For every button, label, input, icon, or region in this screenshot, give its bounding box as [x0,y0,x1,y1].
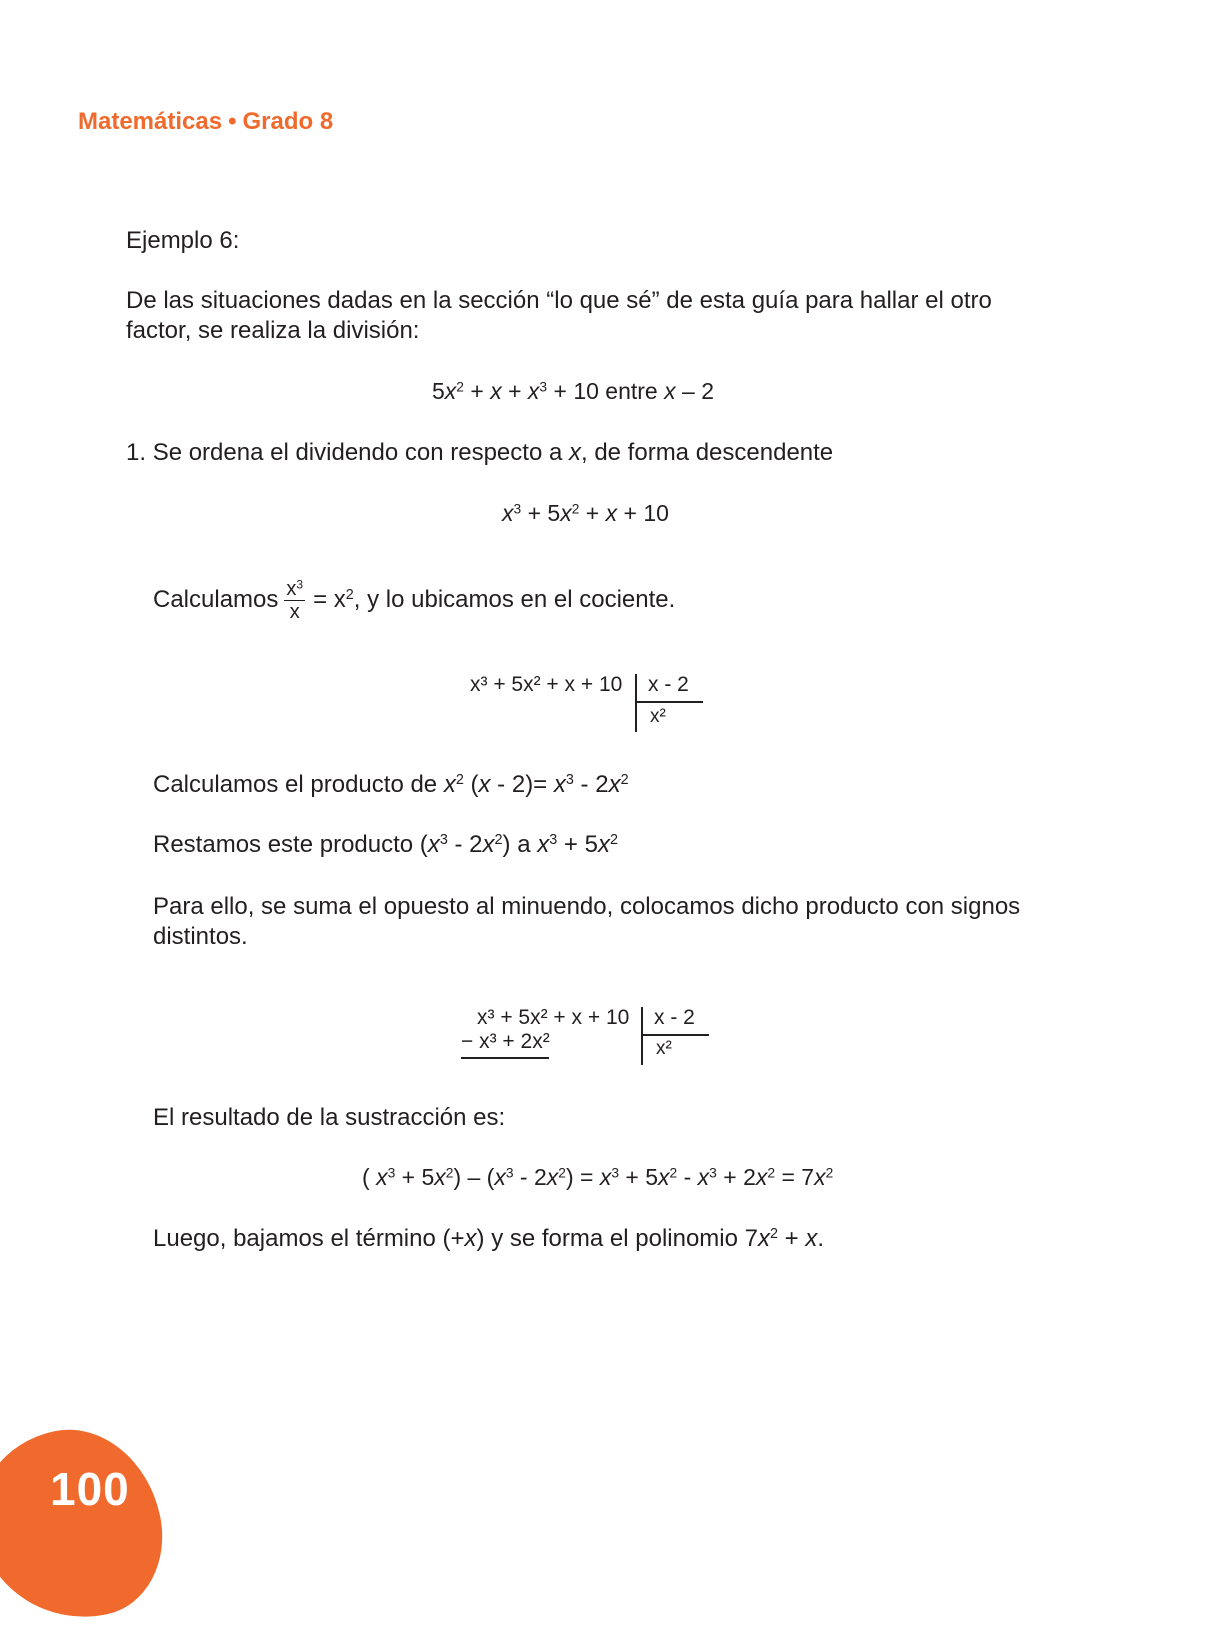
fraction [284,578,305,623]
division-2-bracket-horizontal [641,1034,709,1036]
example-title: Ejemplo 6: [126,227,240,254]
division-2-subtraction-line [461,1057,549,1059]
division-2-quotient: x² [656,1038,672,1059]
division-1-bracket-horizontal [635,701,703,703]
division-2-subtrahend: − x³ + 2x² [461,1030,550,1053]
division-statement: $5x^2 + x + x^3 + 10$ entre x – 2 [432,378,714,404]
intro-paragraph: De las situaciones dadas en la sección “lo que sé” de esta guía para hallar el otro factor, se realiza la división: [126,287,992,344]
division-word: entre [605,378,658,404]
step-1-number: 1. [126,439,147,466]
result-expression: ( $x^3 + 5x^2) - (x^3 - 2x^2) = x^3 + 5x^2 - x^3 + 2x^2 = 7x^2$ [362,1164,834,1190]
page-header [78,108,333,136]
calc-lead: Calculamos [153,585,279,613]
division-1-quotient: x² [650,706,666,727]
division-2-divisor: x - 2 [654,1006,695,1029]
final-lead: Luego, bajamos el término [153,1225,436,1252]
division-2-dividend: x³ + 5x² + x + 10 [477,1006,630,1029]
subject-label: Matemáticas [78,108,223,135]
calc-tail: , y lo ubicamos en el cociente. [353,585,676,613]
step-1-text-a: Se ordena el dividendo con respecto a [152,439,569,466]
quotient-calculation: Calculamos $\frac{x^3}{x}$ = $x^2$, y lo ubicamos en el cociente. [153,577,676,623]
step-1: 1. Se ordena el dividendo con respecto a x, de forma descendente [126,439,834,466]
fraction-denominator: x [289,601,300,623]
fraction-numerator: $x^3$ [286,577,304,600]
result-label: El resultado de la sustracción es: [153,1104,506,1131]
division-1-divisor: x - 2 [648,673,689,696]
separator-dot: • [228,108,237,135]
subtract-line: Restamos este producto $(x^3 - 2x^2)$ a $x^3 + 5x^2$ [153,831,618,858]
subtract-text: Restamos este producto [153,831,414,858]
grade-label: Grado 8 [242,108,334,135]
division-1-bracket-vertical [635,674,637,732]
calc-result: = x [313,585,346,613]
division-2-bracket-vertical [641,1007,643,1065]
final-mid: y se forma el polinomio [491,1225,738,1252]
page-number-badge [0,1413,178,1636]
ordered-dividend: $x^3 + 5x^2 + x + 10$ [502,500,669,526]
opposite-paragraph: Para ello, se suma el opuesto al minuendo, colocamos dicho producto con signos distintos. [153,893,1021,950]
division-1-dividend: x³ + 5x² + x + 10 [470,673,623,696]
page-number: 100 [50,1463,130,1515]
product-text: Calculamos el producto de [153,771,438,798]
step-1-text-b: , de forma descendente [580,439,834,466]
product-line: Calculamos el producto de $x^2$ $(x - 2)= x^3 - 2x^2$ [153,771,629,798]
final-line: Luego, bajamos el término (+x) y se forma el polinomio $7x^2 + x$. [153,1225,825,1252]
